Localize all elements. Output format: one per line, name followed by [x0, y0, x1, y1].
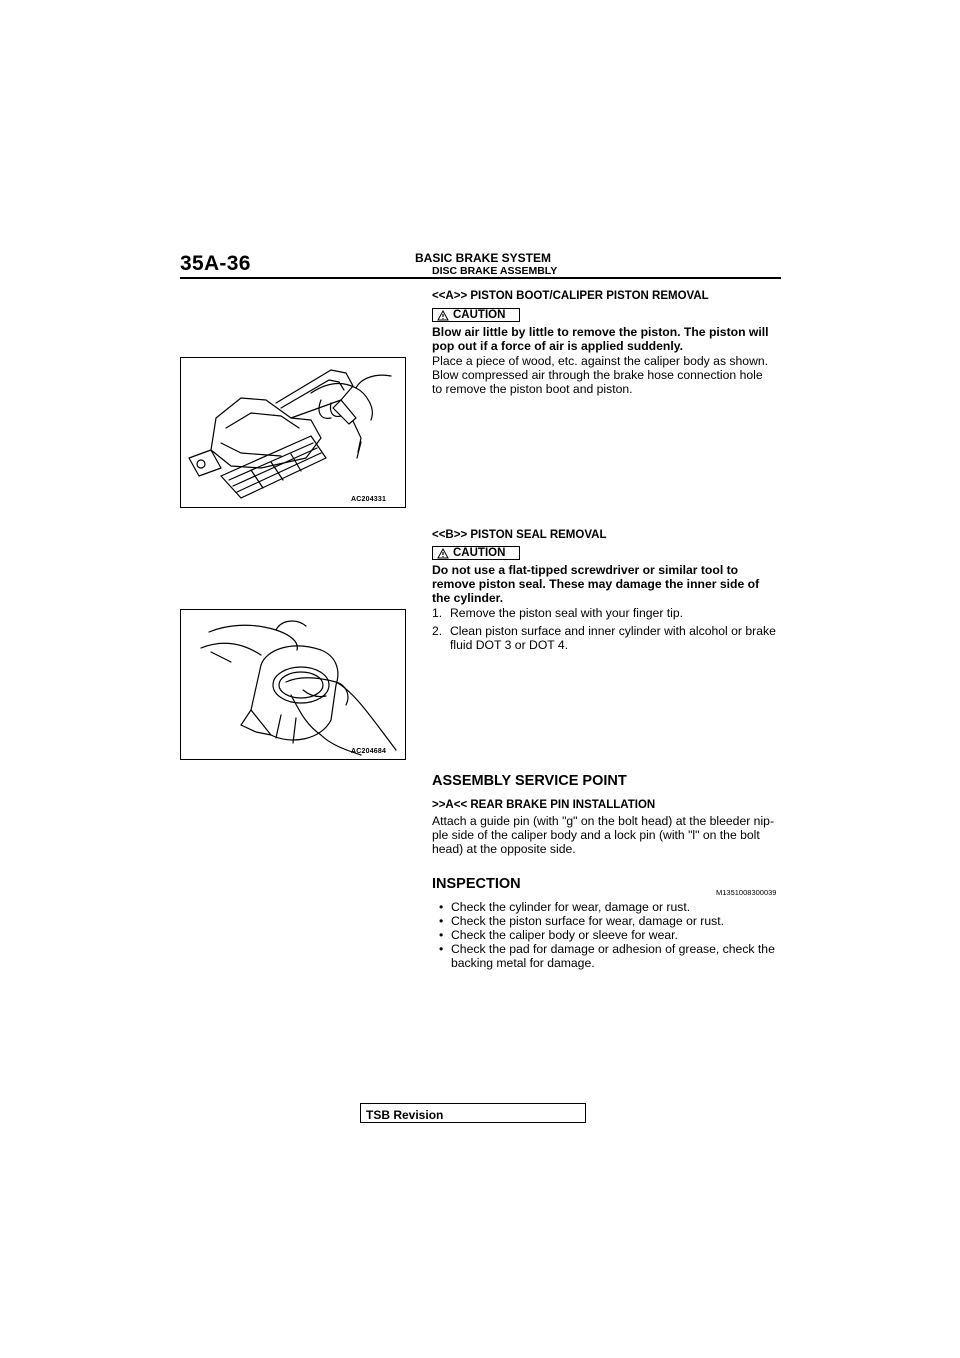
- header-subtitle: DISC BRAKE ASSEMBLY: [432, 265, 558, 277]
- list-item: • Check the caliper body or sleeve for wear.: [439, 928, 678, 942]
- tsb-revision-box: [360, 1103, 586, 1123]
- caution-box: [432, 308, 520, 322]
- tsb-revision-label: TSB Revision: [366, 1108, 444, 1122]
- caution-box: [432, 546, 520, 560]
- inspection-title: INSPECTION: [432, 876, 521, 892]
- procedure-text: Place a piece of wood, etc. against the caliper body as shown. Blow compressed air through the brake hose connection hole to remove the piston boot and piston.: [432, 354, 769, 396]
- step-item: 2. Clean piston surface and inner cylinder with alcohol or brake fluid DOT 3 or DOT 4.: [432, 624, 776, 652]
- caution-label: CAUTION: [453, 309, 506, 321]
- section-heading-piston-seal: <<B>> PISTON SEAL REMOVAL: [432, 529, 607, 541]
- caution-text: Do not use a flat-tipped screwdriver or similar tool to remove piston seal. These may damage the inner side of the cylinder.: [432, 563, 760, 605]
- figure-caliper-piston-removal: [180, 357, 406, 508]
- figure-label: AC204684: [351, 748, 387, 755]
- header-title: BASIC BRAKE SYSTEM: [415, 251, 552, 265]
- inspection-list: [439, 900, 779, 970]
- list-item: • Check the pad for damage or adhesion of grease, check the backing metal for damage.: [439, 942, 775, 970]
- caliper-air-blow-illustration: [181, 358, 405, 507]
- list-item: • Check the piston surface for wear, damage or rust.: [439, 914, 724, 928]
- procedure-steps: [432, 606, 784, 652]
- warning-triangle-icon: [437, 548, 449, 559]
- document-code: M1351008300039: [716, 888, 777, 897]
- piston-seal-removal-illustration: [181, 610, 405, 759]
- caution-text: Blow air little by little to remove the piston. The piston will pop out if a force of air is applied suddenly.: [432, 325, 769, 353]
- step-item: 1. Remove the piston seal with your finger tip.: [432, 606, 684, 620]
- figure-label: AC204331: [351, 496, 387, 503]
- caution-label: CAUTION: [453, 547, 506, 559]
- list-item: • Check the cylinder for wear, damage or rust.: [439, 900, 691, 914]
- section-heading-pin-installation: >>A<< REAR BRAKE PIN INSTALLATION: [432, 799, 656, 811]
- section-heading-piston-boot: <<A>> PISTON BOOT/CALIPER PISTON REMOVAL: [432, 290, 709, 302]
- page-number: 35A-36: [180, 252, 251, 275]
- header-rule: [180, 277, 781, 279]
- figure-piston-seal-removal: [180, 609, 406, 760]
- pin-installation-text: Attach a guide pin (with "g" on the bolt head) at the bleeder nip- ple side of the caliper body and a lock pin (with "l" on the bolt head) at the opposite side.: [432, 814, 774, 856]
- warning-triangle-icon: [437, 310, 449, 321]
- assembly-service-point-title: ASSEMBLY SERVICE POINT: [432, 773, 627, 789]
